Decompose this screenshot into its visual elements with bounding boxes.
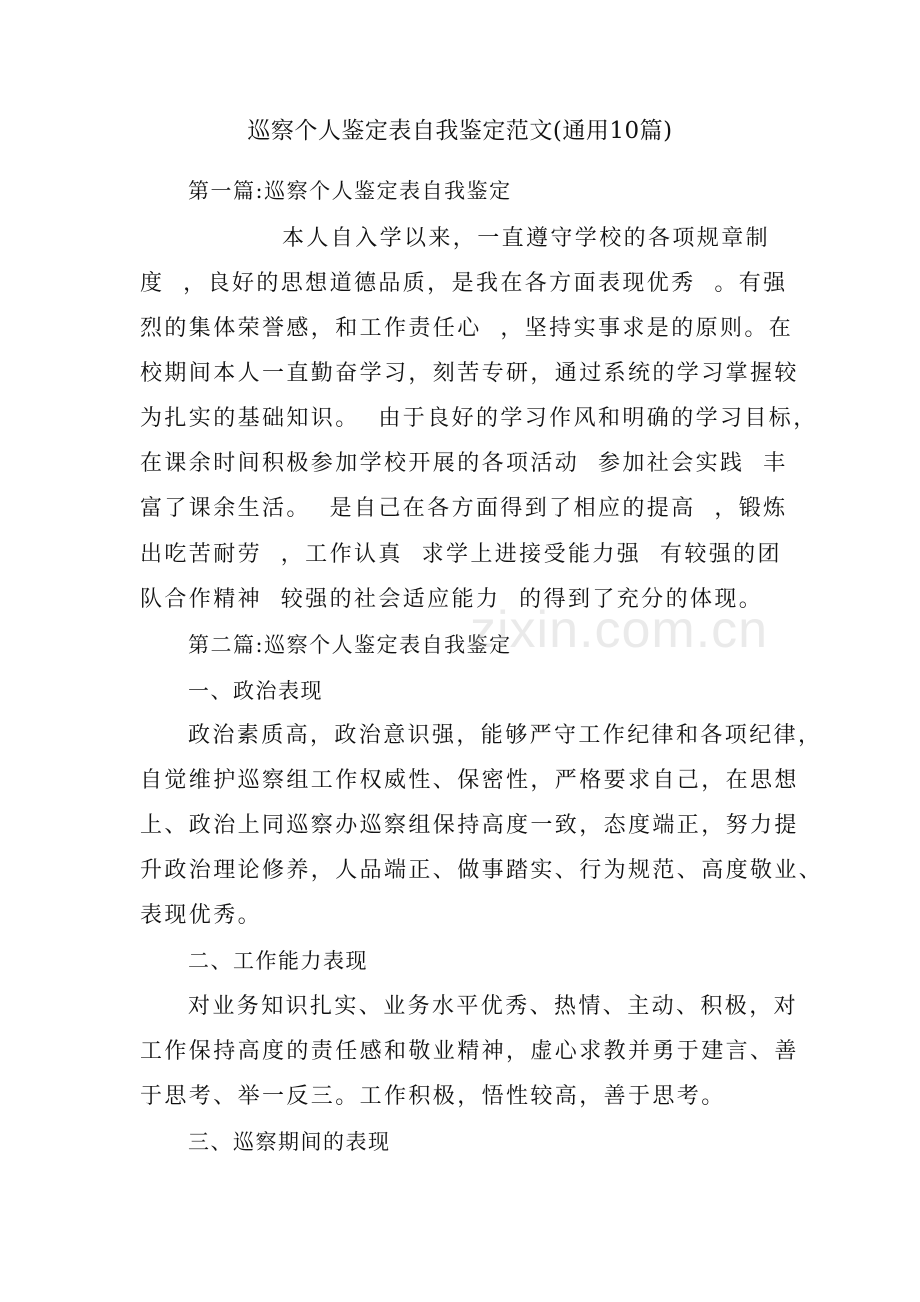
section1-line: 为扎实的基础知识。 由于良好的学习作风和明确的学习目标， bbox=[140, 406, 818, 431]
paragraph-line: 上、政治上同巡察办巡察组保持高度一致，态度端正，努力提 bbox=[140, 813, 799, 838]
section1-heading: 第一篇:巡察个人鉴定表自我鉴定 bbox=[188, 179, 512, 203]
section1-line: 出吃苦耐劳 ，工作认真 求学上进接受能力强 有较强的团 bbox=[140, 542, 782, 567]
section1-line: 烈的集体荣誉感，和工作责任心 ，坚持实事求是的原则。在 bbox=[140, 316, 794, 341]
paragraph-line: 对业务知识扎实、业务水平优秀、热情、主动、积极，对 bbox=[188, 994, 799, 1019]
paragraph-line: 表现优秀。 bbox=[140, 903, 263, 928]
section1-line: 本人自入学以来，一直遵守学校的各项规章制 bbox=[282, 226, 771, 251]
paragraph-line: 自觉维护巡察组工作权威性、保密性，严格要求自己，在思想 bbox=[140, 768, 799, 793]
section1-line: 度 ，良好的思想道德品质，是我在各方面表现优秀 。有强 bbox=[140, 271, 788, 296]
subheading-political: 一、政治表现 bbox=[188, 679, 323, 703]
document-title: 巡察个人鉴定表自我鉴定范文(通用10篇) bbox=[247, 118, 673, 144]
section1-line: 富了课余生活。 是自己在各方面得到了相应的提高 ，锻炼 bbox=[140, 496, 788, 521]
paragraph-line: 升政治理论修养，人品端正、做事踏实、行为规范、高度敬业、 bbox=[140, 858, 824, 883]
subheading-work-ability: 二、工作能力表现 bbox=[188, 949, 368, 973]
paragraph-line: 政治素质高，政治意识强，能够严守工作纪律和各项纪律， bbox=[188, 723, 823, 748]
section1-line: 校期间本人一直勤奋学习，刻苦专研，通过系统的学习掌握较 bbox=[140, 361, 799, 386]
paragraph-line: 工作保持高度的责任感和敬业精神，虚心求教并勇于建言、善 bbox=[140, 1039, 799, 1064]
paragraph-line: 于思考、举一反三。工作积极，悟性较高，善于思考。 bbox=[140, 1084, 726, 1109]
subheading-inspection-period: 三、巡察期间的表现 bbox=[188, 1130, 391, 1154]
section2-heading: 第二篇:巡察个人鉴定表自我鉴定 bbox=[188, 633, 512, 657]
section1-line: 在课余时间积极参加学校开展的各项活动 参加社会实践 丰 bbox=[140, 451, 788, 476]
section1-line: 队合作精神 较强的社会适应能力 的得到了充分的体现。 bbox=[140, 587, 764, 612]
watermark: zixin.com.cn bbox=[470, 601, 769, 659]
